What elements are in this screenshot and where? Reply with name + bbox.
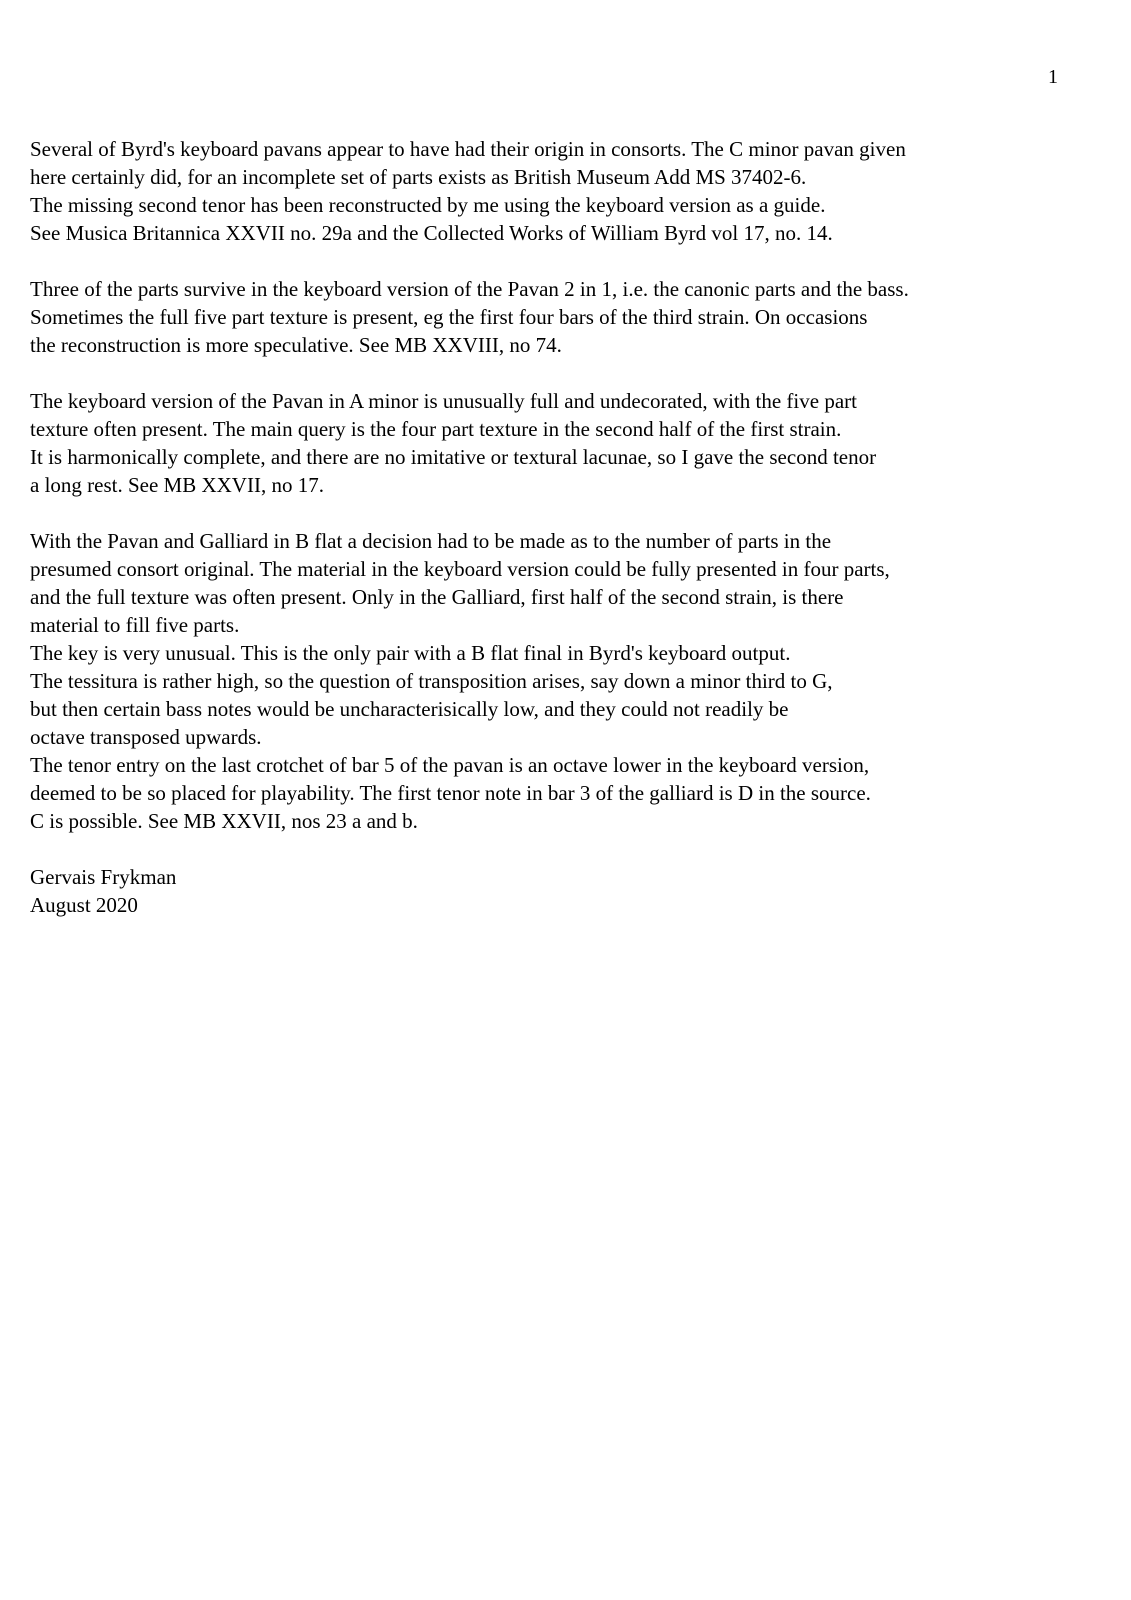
- text-line: but then certain bass notes would be uncharacterisically low, and they could not readily be: [30, 697, 789, 721]
- text-line: a long rest. See MB XXVII, no 17.: [30, 473, 324, 497]
- text-line: C is possible. See MB XXVII, nos 23 a and b.: [30, 809, 418, 833]
- paragraph-pavan-galliard-b-flat: [30, 527, 1105, 835]
- text-line: The tenor entry on the last crotchet of bar 5 of the pavan is an octave lower in the keyboard version,: [30, 753, 870, 777]
- text-line: octave transposed upwards.: [30, 725, 262, 749]
- text-line: The key is very unusual. This is the only pair with a B flat final in Byrd's keyboard output.: [30, 641, 791, 665]
- text-line: The keyboard version of the Pavan in A minor is unusually full and undecorated, with the five part: [30, 389, 857, 413]
- text-line: deemed to be so placed for playability. The first tenor note in bar 3 of the galliard is D in the source.: [30, 781, 871, 805]
- text-line: presumed consort original. The material in the keyboard version could be fully presented in four parts,: [30, 557, 890, 581]
- text-line: See Musica Britannica XXVII no. 29a and the Collected Works of William Byrd vol 17, no. 14.: [30, 221, 833, 245]
- text-line: the reconstruction is more speculative. See MB XXVIII, no 74.: [30, 333, 562, 357]
- document-content: [30, 135, 1105, 919]
- text-line: material to fill five parts.: [30, 613, 240, 637]
- text-line: The missing second tenor has been reconstructed by me using the keyboard version as a guide.: [30, 193, 826, 217]
- paragraph-pavan-2-in-1: [30, 275, 1105, 359]
- text-line: It is harmonically complete, and there are no imitative or textural lacunae, so I gave the second tenor: [30, 445, 877, 469]
- signature-date: August 2020: [30, 893, 138, 917]
- text-line: and the full texture was often present. Only in the Galliard, first half of the second strain, is there: [30, 585, 844, 609]
- signature-name: Gervais Frykman: [30, 865, 177, 889]
- page-number: 1: [1048, 66, 1058, 88]
- text-line: Three of the parts survive in the keyboard version of the Pavan 2 in 1, i.e. the canonic parts and the bass.: [30, 277, 909, 301]
- text-line: The tessitura is rather high, so the question of transposition arises, say down a minor third to G,: [30, 669, 833, 693]
- paragraph-consort-origin: [30, 135, 1105, 247]
- text-line: With the Pavan and Galliard in B flat a decision had to be made as to the number of parts in the: [30, 529, 832, 553]
- text-line: texture often present. The main query is the four part texture in the second half of the first strain.: [30, 417, 842, 441]
- text-line: Sometimes the full five part texture is present, eg the first four bars of the third strain. On occasions: [30, 305, 868, 329]
- text-line: here certainly did, for an incomplete set of parts exists as British Museum Add MS 37402-6.: [30, 165, 807, 189]
- text-line: Several of Byrd's keyboard pavans appear to have had their origin in consorts. The C minor pavan given: [30, 137, 906, 161]
- paragraph-pavan-a-minor: [30, 387, 1105, 499]
- signature-block: [30, 863, 1105, 919]
